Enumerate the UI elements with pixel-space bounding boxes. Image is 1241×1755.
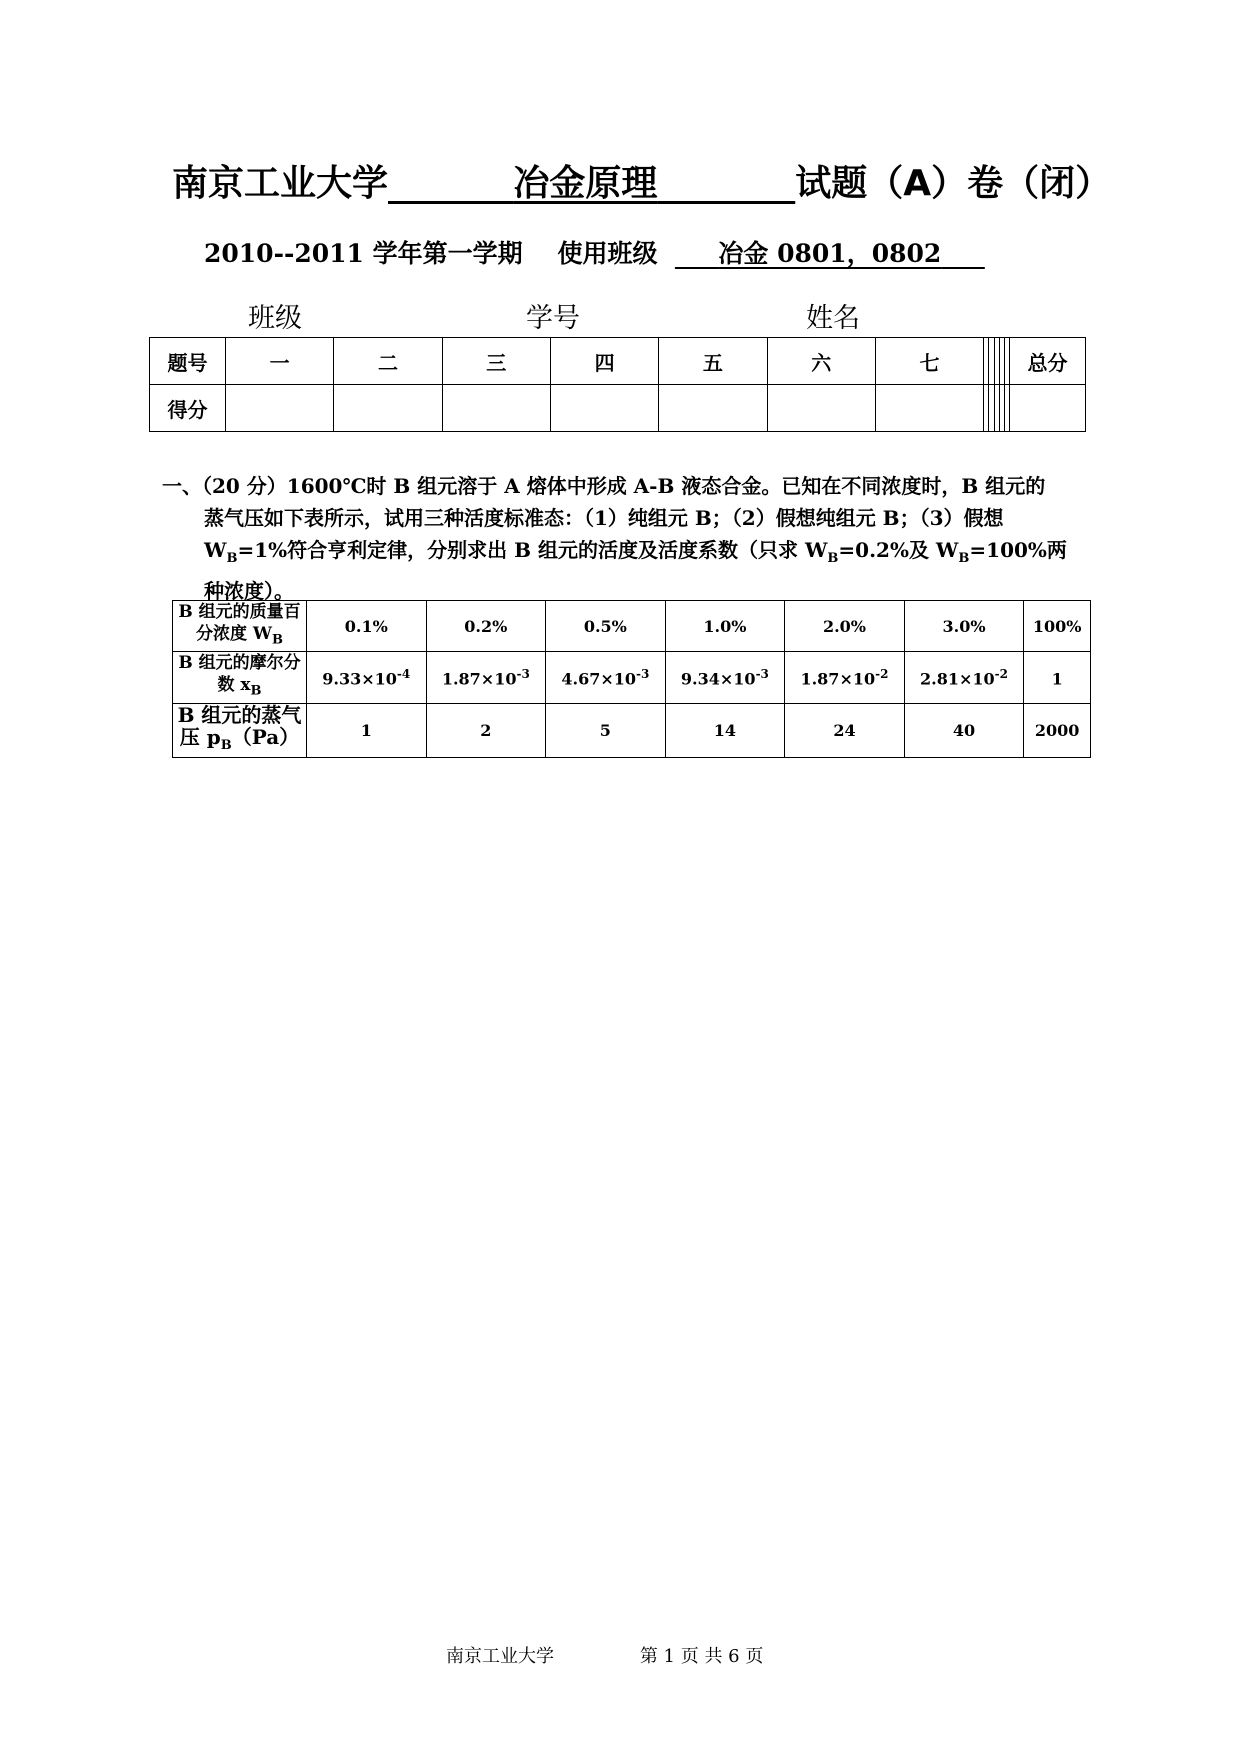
- class-value: 冶金 0801，0802: [718, 239, 942, 268]
- mass-percent-cell: 0.5%: [546, 601, 666, 652]
- page-footer: [446, 1642, 763, 1668]
- mass-percent-header: B 组元的质量百分浓度 $W_B$: [173, 601, 307, 652]
- question-1-line: 蒸气压如下表所示，试用三种活度标准态：（1）纯组元 B；（2）假想纯组元 B；（3）假想: [204, 506, 1004, 530]
- exam-title: [172, 155, 1111, 206]
- score-label: 得分: [150, 385, 226, 432]
- mole-fraction-cell: $1.87\times 10^{-3}$: [426, 652, 546, 703]
- mole-fraction-header: B 组元的摩尔分数 $x_B$: [173, 652, 307, 703]
- question-number-label: 题号: [150, 338, 226, 385]
- score-table-question-row: [150, 338, 1086, 385]
- score-table-score-row: [150, 385, 1086, 432]
- class-field-label: 班级: [248, 303, 302, 334]
- mole-fraction-cell: $9.33\times 10^{-4}$: [307, 652, 427, 703]
- score-cell: [226, 385, 334, 432]
- footer-page-number: 第 1 页 共 6 页: [639, 1646, 764, 1667]
- student-id-field-label: 学号: [526, 303, 580, 334]
- mole-fraction-cell: $1.87\times 10^{-2}$: [785, 652, 905, 703]
- mass-percent-row: [173, 601, 1091, 652]
- vapor-pressure-cell: 14: [665, 703, 785, 757]
- mass-percent-cell: 2.0%: [785, 601, 905, 652]
- question-cell: 四: [550, 338, 658, 385]
- question-cell: 二: [334, 338, 442, 385]
- mole-fraction-cell: $9.34\times 10^{-3}$: [665, 652, 785, 703]
- vapor-pressure-header: B 组元的蒸气压 $p_B(Pa)$: [173, 703, 307, 757]
- vapor-pressure-cell: 1: [307, 703, 427, 757]
- vapor-pressure-cell: 2000: [1024, 703, 1091, 757]
- question-1-line: 种浓度）。: [204, 579, 294, 603]
- question-cell: 一: [226, 338, 334, 385]
- vapor-pressure-cell: 2: [426, 703, 546, 757]
- mole-fraction-row: [173, 652, 1091, 703]
- exam-subtitle: [204, 234, 985, 270]
- vapor-pressure-row: [173, 703, 1091, 757]
- mass-percent-cell: 0.1%: [307, 601, 427, 652]
- score-cell: [659, 385, 767, 432]
- question-cell: 三: [442, 338, 550, 385]
- mole-fraction-cell: $4.67\times 10^{-3}$: [546, 652, 666, 703]
- student-info-row: [0, 296, 1241, 332]
- question-1-line: $W_B=1\%$符合亨利定律，分别求出 B 组元的活度及活度系数（只求 $W_B=0.2\%$及 $W_B=100\%$两: [204, 538, 1067, 566]
- exam-type: 试题（A）卷（闭）: [795, 163, 1112, 204]
- question-cell: 七: [875, 338, 983, 385]
- score-table: [149, 337, 1086, 432]
- mass-percent-cell: 100%: [1024, 601, 1091, 652]
- score-cell: [767, 385, 875, 432]
- mole-fraction-cell: 1: [1024, 652, 1091, 703]
- class-label: 使用班级: [557, 239, 658, 268]
- question-1: [162, 470, 1092, 607]
- score-cell: [334, 385, 442, 432]
- course-name: 冶金原理: [513, 163, 658, 204]
- name-field-label: 姓名: [806, 303, 860, 334]
- footer-university: 南京工业大学: [446, 1646, 554, 1667]
- score-cell: [875, 385, 983, 432]
- question-1-line: 一、（20 分）1600℃时 B 组元溶于 A 熔体中形成 A-B 液态合金。已知在不同浓度时，B 组元的: [162, 474, 1046, 498]
- mole-fraction-cell: $2.81\times 10^{-2}$: [904, 652, 1024, 703]
- score-cell: [442, 385, 550, 432]
- score-cell: [550, 385, 658, 432]
- mass-percent-cell: 1.0%: [665, 601, 785, 652]
- mass-percent-cell: 3.0%: [904, 601, 1024, 652]
- vapor-pressure-cell: 24: [785, 703, 905, 757]
- total-label: 总分: [1010, 338, 1086, 385]
- vapor-pressure-cell: 40: [904, 703, 1024, 757]
- vapor-pressure-cell: 5: [546, 703, 666, 757]
- term: 2010--2011 学年第一学期: [204, 239, 523, 268]
- question-cell: 五: [659, 338, 767, 385]
- total-score-cell: [1010, 385, 1086, 432]
- mass-percent-cell: 0.2%: [426, 601, 546, 652]
- vapor-pressure-table: [172, 600, 1091, 758]
- question-cell: 六: [767, 338, 875, 385]
- university-name: 南京工业大学: [172, 163, 389, 204]
